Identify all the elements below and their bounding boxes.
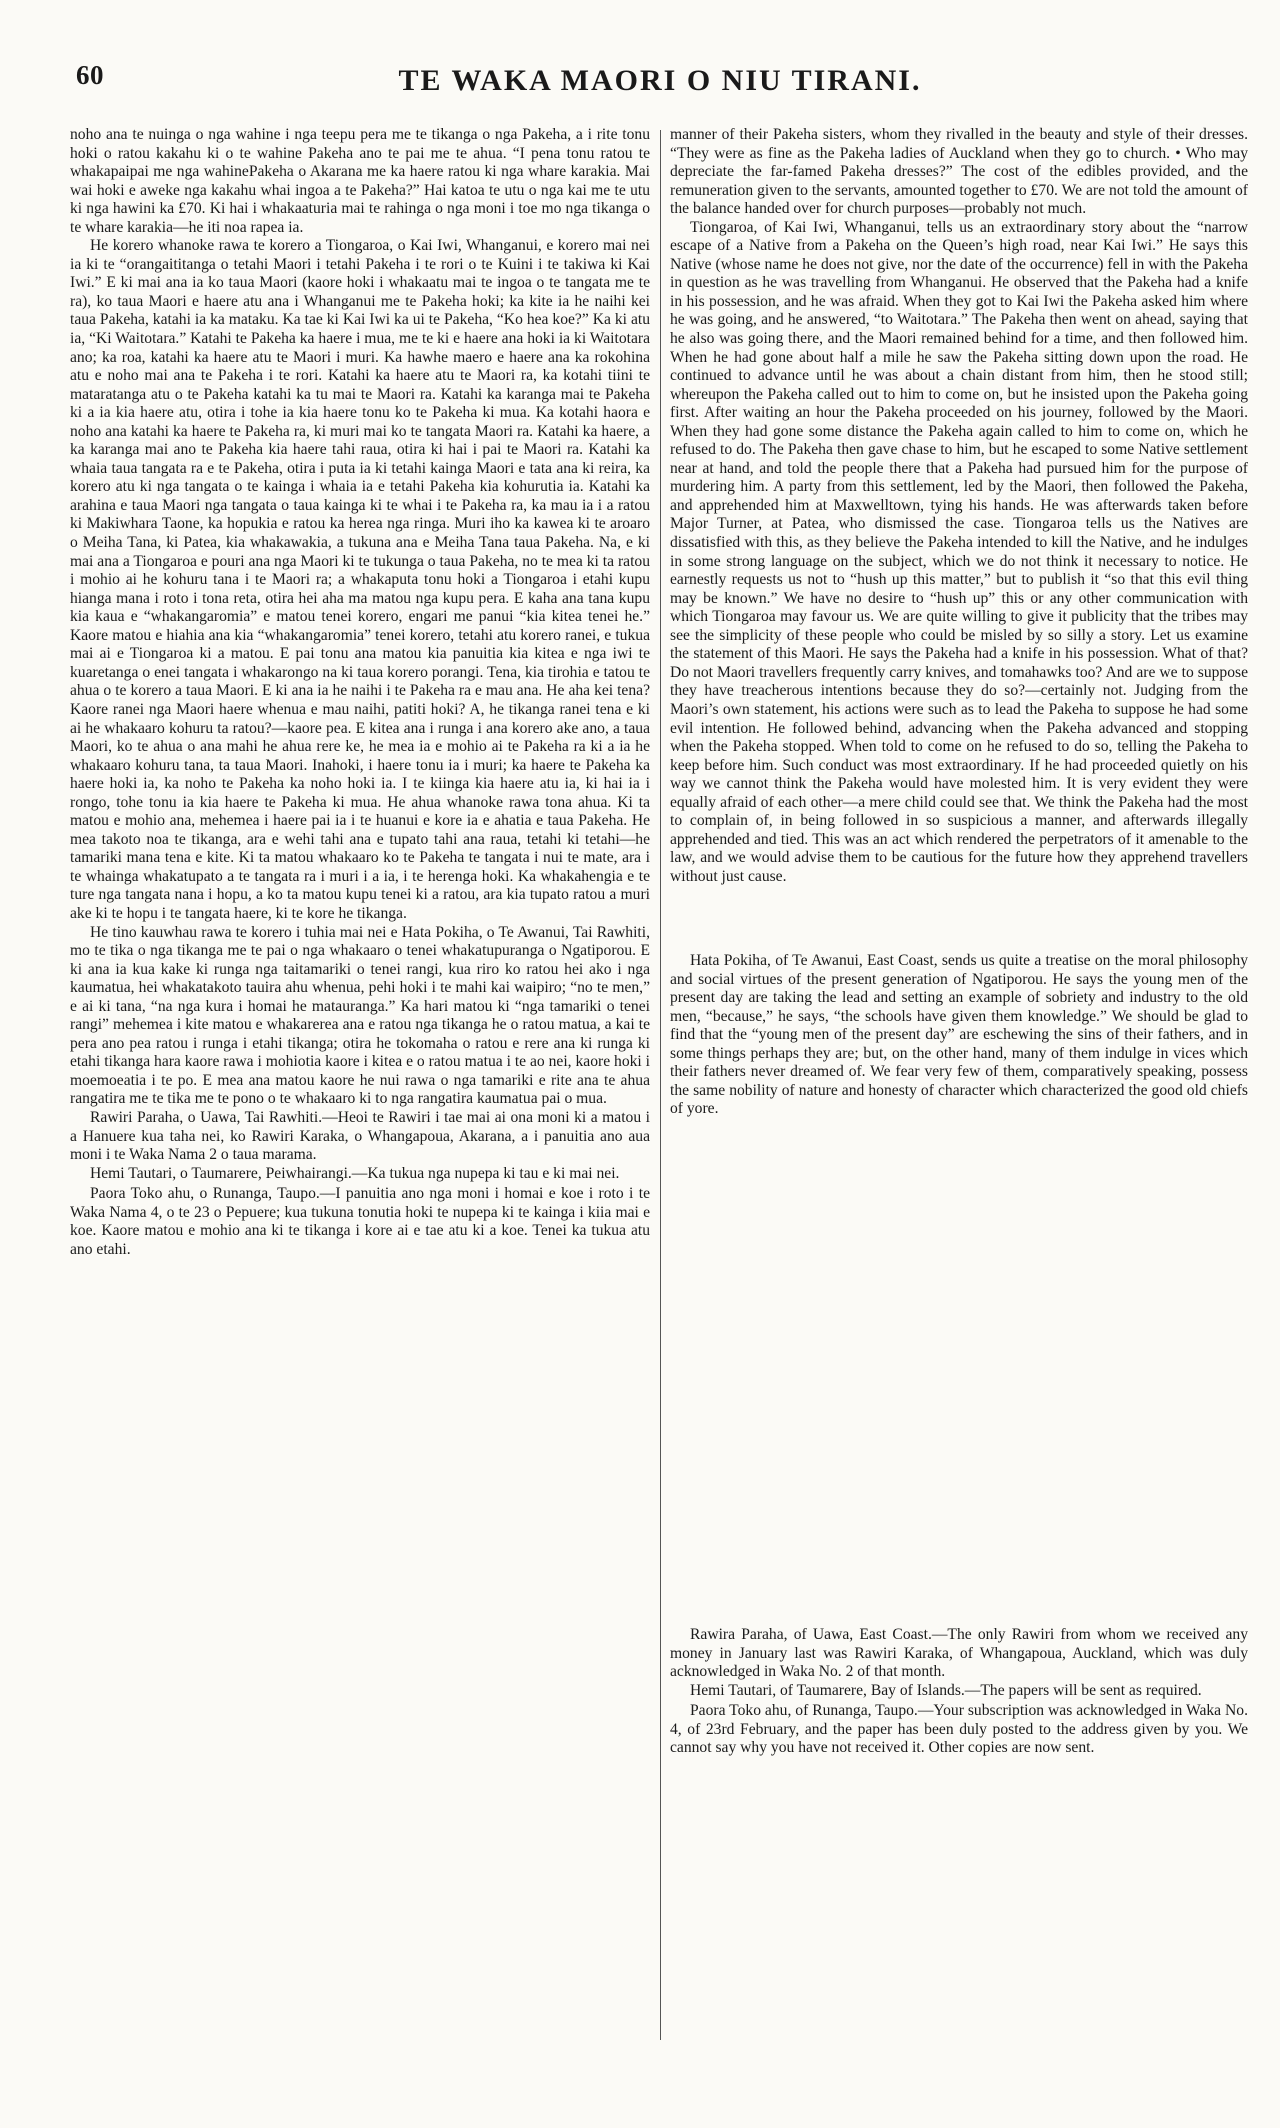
maori-paragraph-1: noho ana te nuinga o nga wahine i nga teepu pera me te tikanga o nga Pakeha, a i rite tonu hoki o ratou kakahu ki o te wahine Pakeha ano te pai me te ahua. “I pena tonu ratou te whakapaipai me nga wahinePakeha o Akarana me ka haere ratou ki nga whare karakia. Mai wai hoki e aweke nga kakahu whai ingoa a te Pakeha?” Hai katoa te utu o nga kai me te utu ki nga hawini ka £70. Ki hai i whakaaturia mai te rahinga o nga moni i toe mo nga tikanga o te whare karakia—he iti noa rapea ia. [70, 126, 650, 236]
english-paragraph-2: Tiongaroa, of Kai Iwi, Whanganui, tells us an extraordinary story about the “narrow escape of a Native from a Pakeha on the Queen’s high road, near Kai Iwi.” He says this Native (whose name he does not give, nor the date of the occurrence) fell in with the Pakeha in question as he was travelling from Whanganui. He observed that the Pakeha had a knife in his possession, and he was afraid. When they got to Kai Iwi the Pakeha asked him where he was going, and he answered, “to Waitotara.” The Pakeha then went on ahead, saying that he also was going there, and the Maori remained behind for a time, and then followed him. When he had gone about half a mile he saw the Pakeha sitting down upon the road. He continued to advance until he was about a chain distant from him, then he stood still; whereupon the Pakeha called out to him to come on, but he insisted upon the Pakeha going first. After waiting an hour the Pakeha proceeded on his journey, followed by the Maori. When they had gone some distance the Pakeha again called to him to come on, which he refused to do. The Pakeha then gave chase to him, but he escaped to some Native settlement near at hand, and told the people there that a Pakeha had pursued him for the purpose of murdering him. A party from this settlement, led by the Maori, then followed the Pakeha, and apprehended him at Maxwelltown, tying his hands. He was afterwards taken before Major Turner, at Patea, who dismissed the case. Tiongaroa tells us the Natives are dissatisfied with this, as they believe the Pakeha intended to kill the Native, and he indulges in some strong language on the subject, which we do not think it necessary to notice. He earnestly requests us not to “hush up this matter,” but to publish it “so that this evil thing may be known.” We have no desire to “hush up” this or any other communication with which Tiongaroa may favour us. We are quite willing to give it publicity that the tribes may see the simplicity of these people who could be misled by so silly a story. Let us examine the statement of this Maori. He says the Pakeha had a knife in his possession. What of that? Do not Maori travellers frequently carry knives, and tomahawks too? And are we to suppose they have treacherous intentions because they do so?—certainly not. Judging from the Maori’s own statement, his actions were such as to lead the Pakeha to suppose he had some evil intention. He followed behind, advancing when the Pakeha advanced and stopping when the Pakeha stopped. When told to come on he refused to do so, telling the Pakeha to keep before him. Such conduct was most extraordinary. If he had proceeded quietly on his way we cannot think the Pakeha would have molested him. It is very evident they were equally afraid of each other—a mere child could see that. We think the Pakeha had the most to complain of, in being followed in so suspicious a manner, and afterwards illegally apprehended and tied. This was an act which rendered the perpetrators of it amenable to the law, and we would advise them to be cautious for the future how they apprehend travellers without just cause. [670, 218, 1248, 885]
page-number: 60 [76, 60, 104, 90]
maori-paragraph-2: He korero whanoke rawa te korero a Tiongaroa, o Kai Iwi, Whanganui, e korero mai nei ia ki te “orangaititanga o tetahi Maori i tetahi Pakeha i te rori o te Kuini i te takiwa ki Kai Iwi.” E ki mai ana ia ko taua Maori (kaore hoki i whakaatu mai te ingoa o te tangata me te ra), ko taua Maori e haere atu ana i Whanganui me te Pakeha hoki; ka kite ia he naihi kei taua Pakeha, katahi ia ka mataku. Ka tae ki Kai Iwi ka ui te Pakeha, “Ko hea koe?” Ka ki atu ia, “Ki Waitotara.” Katahi te Pakeha ka haere i mua, me te ki e haere ana hoki ia ki Waitotara ano; ka roa, katahi ka haere atu te Maori i muri. Ka hawhe maero e haere ana ka rokohina atu e noho mai ana te Pakeha i te rori. Katahi ka haere atu te Maori ra, ka kotahi tiini te mataratanga atu o te Pakeha katahi ka tu mai te Maori ra. Katahi ka karanga mai te Pakeha ki a ia kia haere atu, otira i tohe ia kia haere tonu ko te Pakeha ki mua. Ka kotahi haora e noho ana katahi ka haere te Pakeha ra, ki muri mai ko te tangata Maori ra. Katahi ka haere, a ka karanga mai ano te Pakeha kia haere tahi raua, otira ki hai i pai te Maori ra. Katahi ka whaia taua tangata ra e te Pakeha, otira i puta ia ki tetahi kainga Maori e tata ana ki reira, ka korero atu ki nga tangata o te kainga i whaia ia e tetahi Pakeha kia kohurutia ia. Katahi ka arahina e taua Maori nga tangata o taua kainga ki te whai i te Pakeha ra, ka mau ia i a ratou ki Makiwhara Taone, ka hopukia e ratou ka herea nga ringa. Muri iho ka kawea ki te aroaro o Meiha Tana, ki Patea, kia whakawakia, a tukuna ana e Meiha Tana taua Pakeha. Na, e ki mai ana a Tiongaroa e pouri ana nga Maori ki te tukunga o taua Pakeha, no te mea ki ta ratou i mohio ai he kohuru tana i te Maori ra; a whakaputa tonu hoki a Tiongaroa i etahi kupu hianga mana i roto i tona reta, otira hei aha ma matou nga kupu pera. E kaha ana tana kupu kia kaua e “whakangaromia” e matou tenei korero, engari me panui “kia kitea tenei he.” Kaore matou e hiahia ana kia “whakangaromia” tenei korero, tetahi atu korero ranei, e tukua mai ai e Tiongaroa ki a matou. E pai tonu ana matou kia panuitia kia kitea e nga iwi te kuaretanga o enei tangata i whakarongo na ki taua korero porangi. Tena, kia tirohia e tatou te ahua o te korero a taua Maori. E ki ana ia he naihi i te Pakeha ra e mau ana. He aha kei tena? Kaore ranei nga Maori haere whenua e mau naihi, patiti hoki? A, he tikanga ranei tena e ki ai he whakaaro kohuru ta ratou?—kaore pea. E kitea ana i runga i ana korero ake ano, a taua Maori, ko te ahua o ana mahi he ahua rere ke, he mea ia e mohio ai te Pakeha ra ki a ia he whakaaro kohuru tana, ta taua Maori. Inahoki, i haere tonu ia i muri; ka haere te Pakeha ka haere hoki ia, ka noho te Pakeha ka noho hoki ia. I te kiinga kia haere atu ia, ki hai ia i rongo, tohe tonu ia kia haere te Pakeha ki mua. He ahua whanoke rawa tona ahua. Ki ta matou e mohio ana, mehemea i haere pai ia i te huanui e kore ia e ahatia e taua Pakeha. He mea takoto noa te tikanga, ara e wehi tahi ana e tupato tahi ana raua, tetahi ki tetahi—he tamariki mana tena e kite. Ki ta matou whakaaro ko te Pakeha te tangata i nui te mate, ara i te whainga whakatupato a te tangata ra i muri i a ia, i te herenga hoki. Ka whakahengia e te ture nga tangata nana i hopu, a ko ta matou kupu tenei ki a ratou, ara kia tupato ratou a muri ake ki te hopu i te tangata haere, ki te kore he tikanga. [70, 237, 650, 922]
maori-notice-rawiri: Rawiri Paraha, o Uawa, Tai Rawhiti.—Heoi te Rawiri i tae mai ai ona moni ki a matou i a Hanuere kua taha nei, ko Rawiri Karaka, o Whangapoua, Akarana, a i panuitia ano aua moni i te Waka Nama 2 o taua marama. [70, 1108, 650, 1164]
maori-column [70, 126, 650, 1259]
maori-notice-paora: Paora Toko ahu, o Runanga, Taupo.—I panuitia ano nga moni i homai e koe i roto i te Waka Nama 4, o te 23 o Pepuere; kua tukuna tonutia hoki te nupepa ki te kainga i kiia mai e koe. Kaore matou e mohio ana ki te tikanga i kore ai e tae atu ki a koe. Tenei ka tukua atu ano etahi. [70, 1185, 650, 1258]
english-notice-paora: Paora Toko ahu, of Runanga, Taupo.—Your subscription was acknowledged in Waka No. 4, of 23rd February, and the paper has been duly posted to the address given by you. We cannot say why you have not received it. Other copies are now sent. [670, 1702, 1248, 1757]
english-paragraph-1: manner of their Pakeha sisters, whom they rivalled in the beauty and style of their dresses. “They were as fine as the Pakeha ladies of Auckland when they go to church. • Who may depreciate the far-famed Pakeha dresses?” The cost of the edibles provided, and the remuneration given to the servants, amounted together to £70. We are not told the amount of the balance handed over for church purposes—probably not much. [670, 126, 1248, 218]
maori-notice-hemi: Hemi Tautari, o Taumarere, Peiwhairangi.—Ka tukua nga nupepa ki tau e ki mai nei. [90, 1164, 620, 1182]
english-block-notices [670, 1626, 1248, 1758]
page-header [70, 58, 1250, 102]
english-notice-rawira: Rawira Paraha, of Uawa, East Coast.—The only Rawiri from whom we received any money in January last was Rawiri Karaka, of Whangapoua, Auckland, which was duly acknowledged in Waka No. 2 of that month. [670, 1626, 1248, 1681]
maori-paragraph-3: He tino kauwhau rawa te korero i tuhia mai nei e Hata Pokiha, o Te Awanui, Tai Rawhiti, mo te tika o nga tikanga me te pai o nga whakaaro o tenei whakatupuranga o Ngatiporou. E ki ana ia kua kake ki runga nga taitamariki o tenei rangi, kua riro ko ratou hei ako i nga kaumatua, hei whakatakoto tauira ahu whenua, pehi hoki i te mahi kai waipiro; “no te men,” e ai ki tana, “na nga kura i homai he matauranga.” Ka hari matou ki “nga tamariki o tenei rangi” mehemea i kite matou e whakarerea ana e ratou nga tikanga he o ratou matua, a kai te pera ano pea ratou i runga i etahi tikanga; otira he tokomaha o ratou e rere ana ki runga ki etahi tikanga hara kaore rawa i mohiotia kaore i kitea e o ratou matua i te ao nei, kaore hoki i moemoeatia i te po. E mea ana matou kaore he nui rawa o nga tamariki e rite ana te ahua rangatira me te tika me te pono o te whakaaro ki to nga rangatira kaumatua pai o mua. [70, 923, 650, 1108]
english-notice-hemi: Hemi Tautari, of Taumarere, Bay of Islands.—The papers will be sent as required. [690, 1681, 1202, 1699]
masthead-title: TE WAKA MAORI O NIU TIRANI. [398, 64, 922, 97]
column-divider [660, 130, 661, 2040]
english-paragraph-3: Hata Pokiha, of Te Awanui, East Coast, sends us quite a treatise on the moral philosophy and social virtues of the present generation of Ngatiporou. He says the young men of the present day are taking the lead and setting an example of sobriety and industry to the old men, “because,” he says, “the schools have given them knowledge.” We should be glad to find that the “young men of the present day” are eschewing the sins of their fathers, and in some things perhaps they are; but, on the other hand, many of them indulge in vices which their fathers never dreamed of. We fear very few of them, comparatively speaking, possess the same nobility of nature and honesty of character which characterized the good old chiefs of yore. [670, 952, 1248, 1118]
english-block-top [670, 126, 1248, 886]
english-block-middle [670, 952, 1248, 1119]
